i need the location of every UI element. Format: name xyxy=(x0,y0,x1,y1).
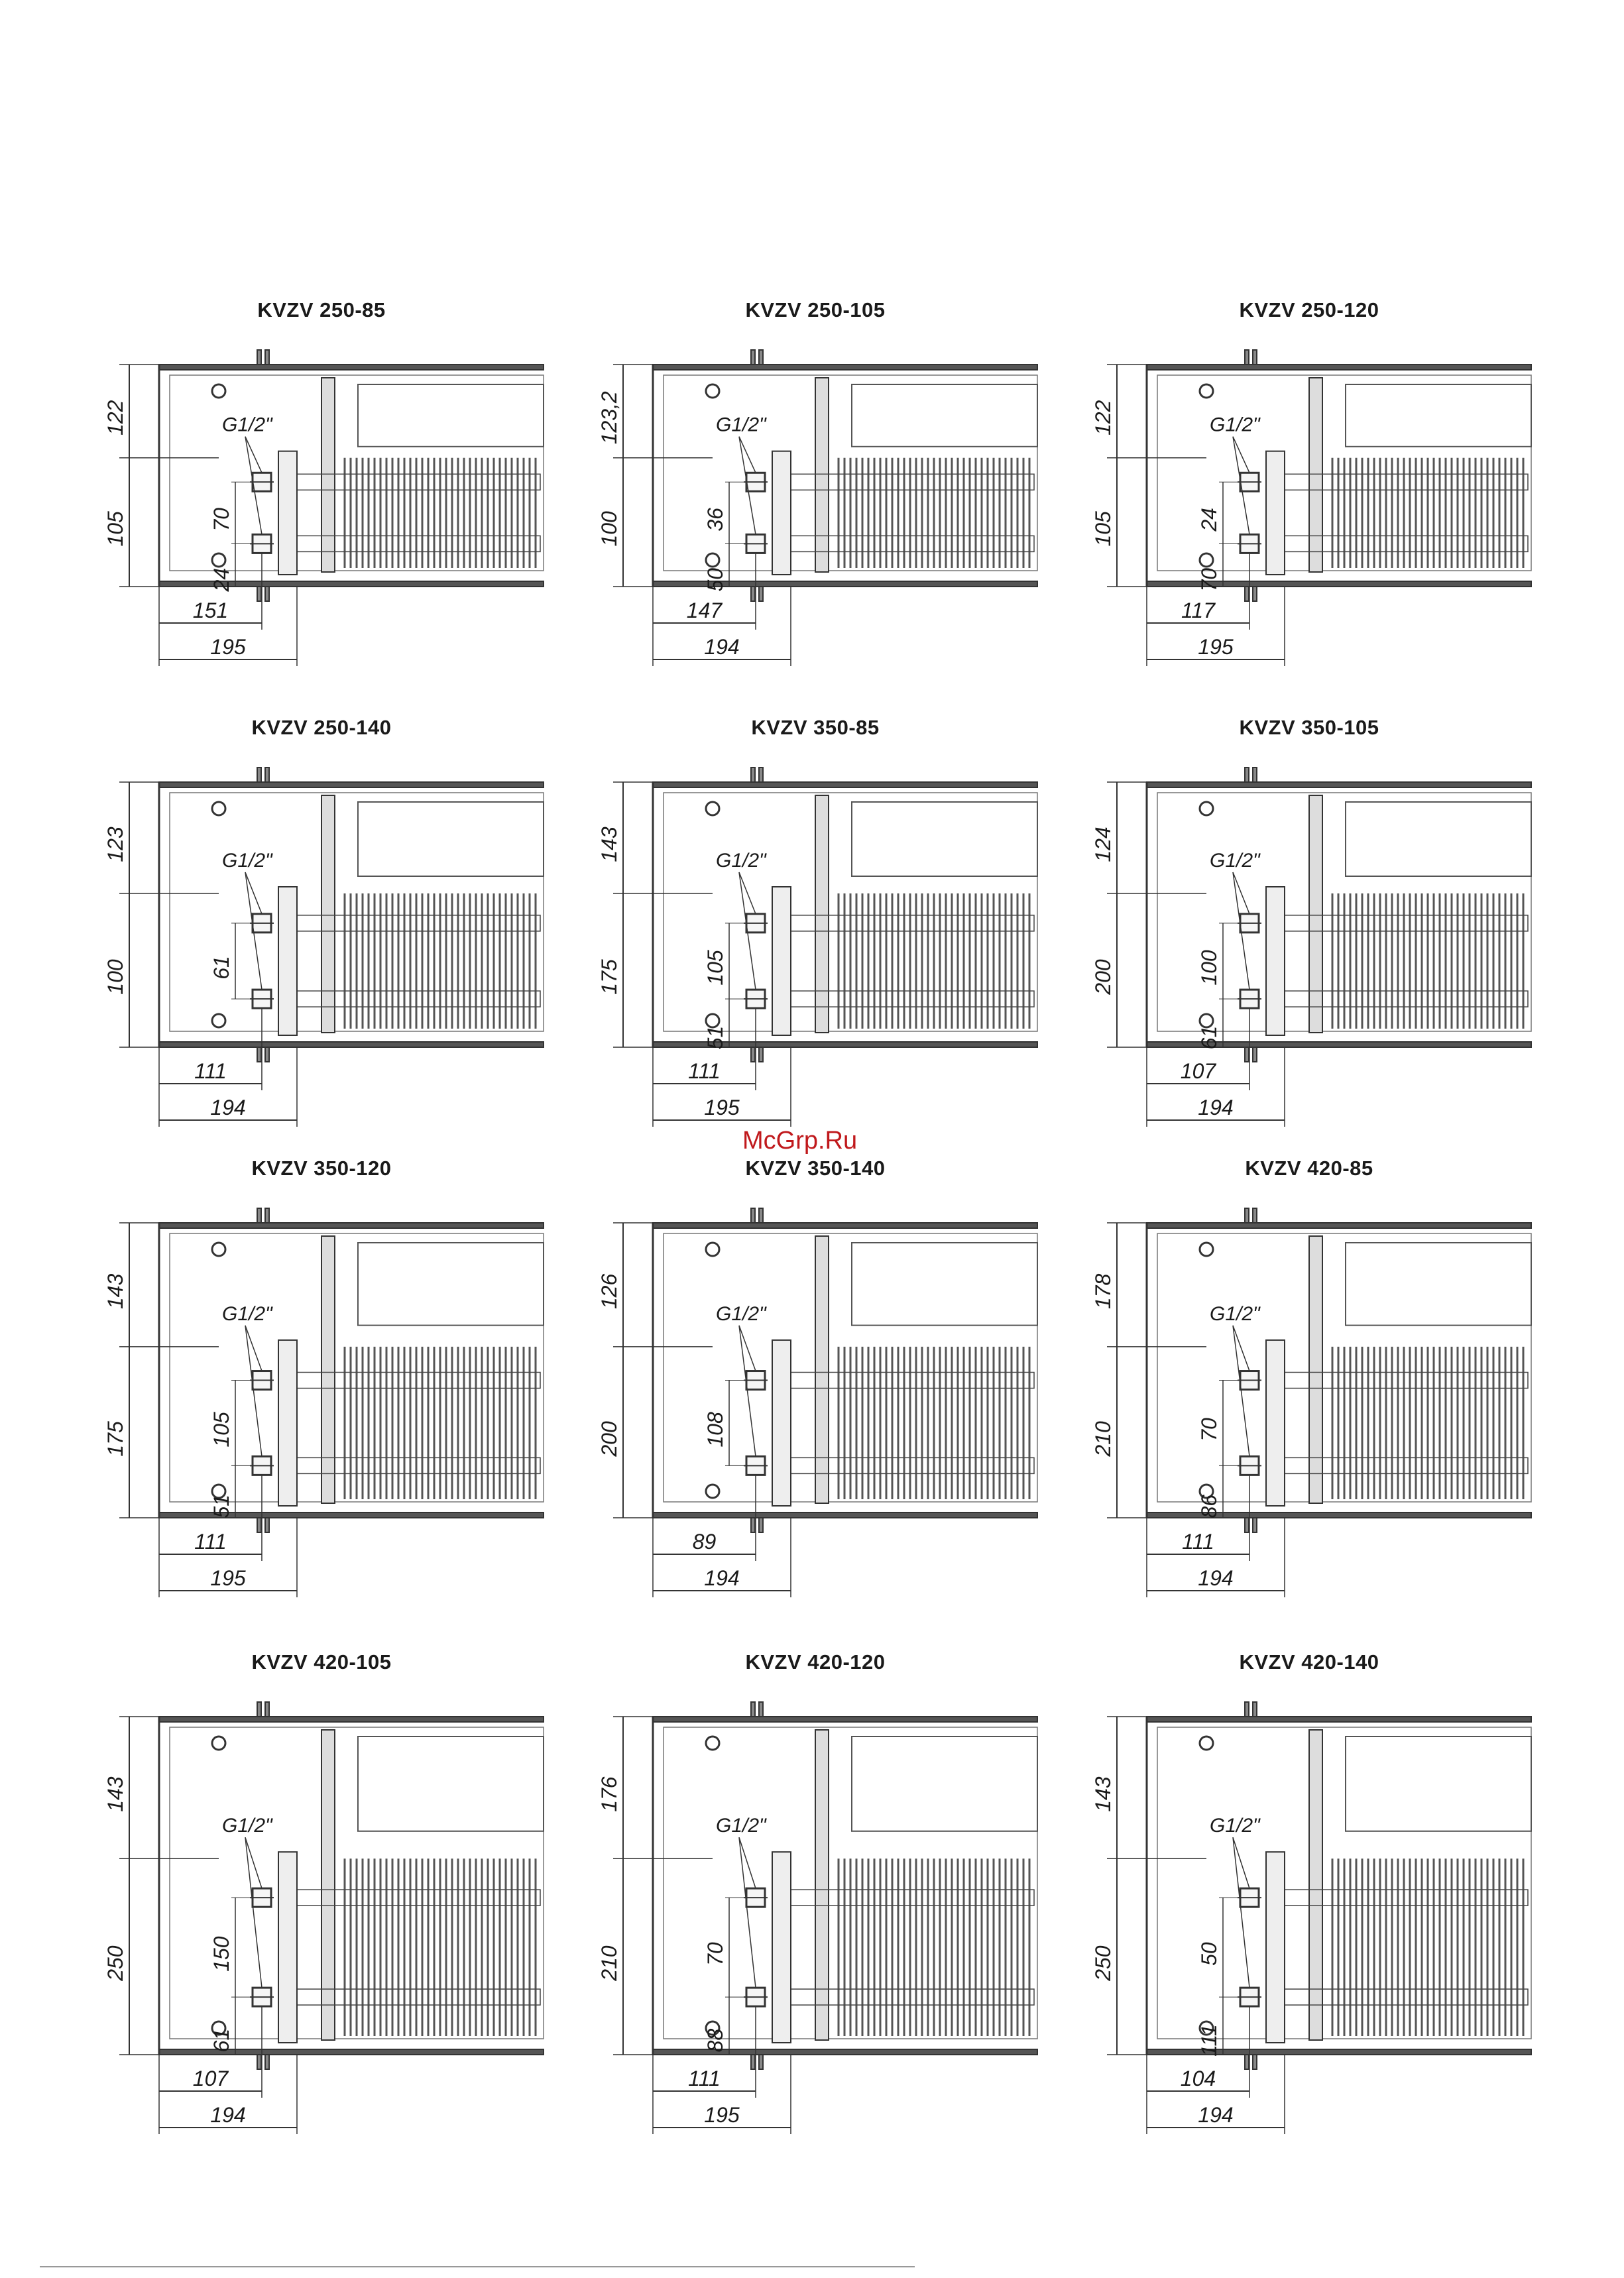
bolt-icon xyxy=(212,1243,225,1256)
manifold xyxy=(1266,887,1285,1035)
dimension-label: 210 xyxy=(597,1945,621,1981)
bolt-icon xyxy=(1200,1243,1213,1256)
model-title: KVZV 350-105 xyxy=(1239,716,1379,739)
bolt-icon xyxy=(1200,553,1213,567)
foot xyxy=(1245,1208,1249,1223)
leader-line xyxy=(1233,437,1249,473)
foot xyxy=(265,2055,269,2069)
dimension-label: 195 xyxy=(210,1566,246,1590)
dimension-label: 126 xyxy=(597,1273,621,1310)
grille-frame xyxy=(358,802,544,876)
foot xyxy=(1245,768,1249,782)
leader-line xyxy=(245,1837,262,1988)
mounting-bracket xyxy=(321,378,335,572)
manifold xyxy=(278,1852,297,2043)
bolt-icon xyxy=(212,1737,225,1750)
grille-frame xyxy=(1346,802,1531,876)
mounting-bracket xyxy=(1309,1236,1322,1503)
manifold xyxy=(278,887,297,1035)
dimension-label: 50 xyxy=(1197,1942,1221,1966)
dimension-label: 70 xyxy=(1197,567,1221,592)
dimension-label: 178 xyxy=(1091,1273,1115,1310)
dimension-label: 194 xyxy=(1198,1096,1234,1119)
dimension-label: 86 xyxy=(1197,1494,1221,1518)
foot xyxy=(257,1208,261,1223)
model-drawing-kvzv-250-120 xyxy=(1091,350,1531,666)
bolt-icon xyxy=(212,802,225,815)
dimension-label: 195 xyxy=(704,2103,740,2127)
dimension-label: 108 xyxy=(703,1412,727,1448)
model-title: KVZV 420-140 xyxy=(1239,1650,1379,1674)
connection-thread-label: G1/2" xyxy=(222,414,272,436)
foot xyxy=(759,1208,763,1223)
dimension-label: 143 xyxy=(103,1273,127,1310)
casing-top xyxy=(653,782,1037,787)
mounting-bracket xyxy=(321,1730,335,2040)
casing-top xyxy=(159,1223,544,1228)
dimension-label: 50 xyxy=(703,567,727,592)
foot xyxy=(759,2055,763,2069)
dimension-label: 105 xyxy=(1091,511,1115,547)
connection-thread-label: G1/2" xyxy=(1210,850,1260,872)
model-title: KVZV 350-140 xyxy=(745,1157,886,1180)
casing-top xyxy=(159,1717,544,1722)
model-drawing-kvzv-350-85 xyxy=(597,768,1037,1127)
bolt-icon xyxy=(706,802,719,815)
casing-top xyxy=(1147,365,1531,370)
dimension-label: 250 xyxy=(103,1945,127,1981)
dimension-label: 107 xyxy=(1180,1059,1216,1083)
dimension-label: 195 xyxy=(704,1096,740,1119)
dimension-label: 111 xyxy=(688,1059,721,1083)
bolt-icon xyxy=(1200,384,1213,398)
foot xyxy=(751,587,755,601)
grille-frame xyxy=(358,384,544,447)
foot xyxy=(265,1702,269,1717)
manifold xyxy=(772,1340,791,1506)
model-drawing-kvzv-250-140 xyxy=(103,768,544,1127)
model-title: KVZV 250-105 xyxy=(745,298,886,321)
mounting-bracket xyxy=(815,1236,829,1503)
foot xyxy=(759,350,763,365)
dimension-label: 88 xyxy=(703,2028,727,2053)
foot xyxy=(751,1208,755,1223)
dimension-label: 194 xyxy=(704,635,740,659)
foot xyxy=(265,587,269,601)
foot xyxy=(759,1047,763,1062)
foot xyxy=(1253,1208,1257,1223)
dimension-label: 111 xyxy=(1182,1530,1214,1554)
dimension-label: 122 xyxy=(1091,400,1115,436)
mounting-bracket xyxy=(815,795,829,1033)
foot xyxy=(751,1047,755,1062)
dimension-label: 111 xyxy=(1197,2024,1221,2057)
casing-top xyxy=(1147,782,1531,787)
connection-thread-label: G1/2" xyxy=(716,414,766,436)
foot xyxy=(257,1702,261,1717)
foot xyxy=(1245,2055,1249,2069)
dimension-label: 111 xyxy=(688,2067,721,2090)
leader-line xyxy=(739,1837,756,1988)
leader-line xyxy=(245,1326,262,1456)
foot xyxy=(1253,587,1257,601)
connection-thread-label: G1/2" xyxy=(1210,1302,1260,1325)
manifold xyxy=(1266,451,1285,575)
model-title: KVZV 250-120 xyxy=(1239,298,1379,321)
manifold xyxy=(772,451,791,575)
model-title: KVZV 350-120 xyxy=(251,1157,392,1180)
dimension-label: 105 xyxy=(703,950,727,986)
model-title: KVZV 420-105 xyxy=(251,1650,392,1674)
connection-thread-label: G1/2" xyxy=(1210,414,1260,436)
foot xyxy=(257,587,261,601)
dimension-label: 122 xyxy=(103,400,127,436)
casing-top xyxy=(159,365,544,370)
dimension-label: 123 xyxy=(103,826,127,862)
dimension-label: 24 xyxy=(209,567,233,592)
foot xyxy=(265,350,269,365)
mounting-bracket xyxy=(1309,1730,1322,2040)
foot xyxy=(265,768,269,782)
dimension-label: 176 xyxy=(597,1776,621,1812)
grille-frame xyxy=(852,384,1037,447)
connection-thread-label: G1/2" xyxy=(222,1302,272,1325)
leader-line xyxy=(739,1326,756,1456)
dimension-label: 61 xyxy=(209,956,233,980)
grille-frame xyxy=(852,1243,1037,1326)
bolt-icon xyxy=(706,553,719,567)
dimension-label: 100 xyxy=(103,959,127,995)
dimension-label: 151 xyxy=(192,598,229,622)
grille-frame xyxy=(852,802,1037,876)
model-drawing-kvzv-350-140 xyxy=(597,1208,1037,1597)
foot xyxy=(265,1518,269,1532)
foot xyxy=(265,1047,269,1062)
manifold xyxy=(772,1852,791,2043)
dimension-label: 117 xyxy=(1181,598,1216,622)
dimension-label: 200 xyxy=(1091,959,1115,995)
casing-bottom xyxy=(653,1512,1037,1518)
bolt-icon xyxy=(706,1014,719,1027)
dimension-label: 175 xyxy=(103,1421,127,1457)
model-drawing-kvzv-420-120 xyxy=(597,1702,1037,2134)
dimension-label: 105 xyxy=(103,511,127,547)
dimension-label: 143 xyxy=(1091,1776,1115,1812)
dimension-label: 70 xyxy=(703,1942,727,1966)
grille-frame xyxy=(852,1737,1037,1831)
model-title: KVZV 250-140 xyxy=(251,716,392,739)
dimension-label: 194 xyxy=(704,1566,740,1590)
dimension-label: 107 xyxy=(192,2067,229,2090)
model-drawing-kvzv-350-120 xyxy=(103,1208,544,1597)
dimension-label: 250 xyxy=(1091,1945,1115,1981)
mounting-bracket xyxy=(1309,378,1322,572)
bolt-icon xyxy=(1200,1737,1213,1750)
foot xyxy=(1253,2055,1257,2069)
watermark-text: McGrp.Ru xyxy=(742,1127,858,1155)
dimension-label: 194 xyxy=(1198,2103,1234,2127)
foot xyxy=(1253,768,1257,782)
dimension-label: 51 xyxy=(703,1025,727,1050)
bolt-icon xyxy=(706,1737,719,1750)
foot xyxy=(751,2055,755,2069)
casing-top xyxy=(1147,1223,1531,1228)
model-title: KVZV 250-85 xyxy=(257,298,386,321)
bolt-icon xyxy=(706,1485,719,1498)
bolt-icon xyxy=(1200,802,1213,815)
dimension-label: 143 xyxy=(103,1776,127,1812)
foot xyxy=(1253,1047,1257,1062)
dimension-label: 24 xyxy=(1197,508,1221,532)
foot xyxy=(257,768,261,782)
model-drawing-kvzv-350-105 xyxy=(1091,768,1531,1127)
connection-thread-label: G1/2" xyxy=(716,850,766,872)
dimension-label: 175 xyxy=(597,959,621,995)
leader-line xyxy=(1233,1837,1249,1988)
foot xyxy=(1245,1047,1249,1062)
foot xyxy=(751,1518,755,1532)
connection-thread-label: G1/2" xyxy=(222,1815,272,1837)
mounting-bracket xyxy=(815,1730,829,2040)
bolt-icon xyxy=(212,384,225,398)
dimension-label: 36 xyxy=(703,508,727,532)
connection-thread-label: G1/2" xyxy=(1210,1815,1260,1837)
casing-top xyxy=(653,1223,1037,1228)
dimension-label: 89 xyxy=(692,1530,717,1554)
connection-thread-label: G1/2" xyxy=(716,1815,766,1837)
leader-line xyxy=(1233,1326,1249,1456)
casing-top xyxy=(653,1717,1037,1722)
casing-bottom xyxy=(159,1042,544,1047)
manifold xyxy=(772,887,791,1035)
dimension-label: 194 xyxy=(210,2103,246,2127)
manifold xyxy=(1266,1852,1285,2043)
foot xyxy=(751,1702,755,1717)
model-title: KVZV 420-120 xyxy=(745,1650,886,1674)
manifold xyxy=(278,451,297,575)
foot xyxy=(759,587,763,601)
foot xyxy=(1245,350,1249,365)
mounting-bracket xyxy=(321,1236,335,1503)
mounting-bracket xyxy=(815,378,829,572)
foot xyxy=(1253,1518,1257,1532)
grille-frame xyxy=(1346,1737,1531,1831)
grille-frame xyxy=(1346,1243,1531,1326)
leader-line xyxy=(245,437,262,473)
foot xyxy=(257,2055,261,2069)
bolt-icon xyxy=(212,1014,225,1027)
mounting-bracket xyxy=(1309,795,1322,1033)
mounting-bracket xyxy=(321,795,335,1033)
dimension-label: 124 xyxy=(1091,826,1115,862)
foot xyxy=(751,768,755,782)
casing-top xyxy=(1147,1717,1531,1722)
foot xyxy=(759,1702,763,1717)
grille-frame xyxy=(1346,384,1531,447)
connection-thread-label: G1/2" xyxy=(222,850,272,872)
dimension-label: 100 xyxy=(597,511,621,547)
foot xyxy=(1245,587,1249,601)
model-drawing-kvzv-250-85 xyxy=(103,350,544,666)
foot xyxy=(1253,350,1257,365)
dimension-label: 51 xyxy=(209,1494,233,1518)
dimension-label: 61 xyxy=(1197,1025,1221,1050)
grille-frame xyxy=(358,1243,544,1326)
dimension-label: 195 xyxy=(210,635,246,659)
foot xyxy=(759,768,763,782)
leader-line xyxy=(739,437,756,473)
foot xyxy=(265,1208,269,1223)
dimension-label: 194 xyxy=(1198,1566,1234,1590)
casing-top xyxy=(159,782,544,787)
dimension-label: 61 xyxy=(209,2028,233,2053)
model-title: KVZV 420-85 xyxy=(1245,1157,1373,1180)
foot xyxy=(257,350,261,365)
dimension-label: 210 xyxy=(1091,1421,1115,1457)
model-drawing-kvzv-250-105 xyxy=(597,350,1037,666)
grille-frame xyxy=(358,1737,544,1831)
foot xyxy=(759,1518,763,1532)
dimension-label: 111 xyxy=(194,1059,227,1083)
dimension-label: 143 xyxy=(597,826,621,862)
dimension-label: 194 xyxy=(210,1096,246,1119)
model-drawing-kvzv-420-140 xyxy=(1091,1702,1531,2134)
dimension-label: 123,2 xyxy=(597,391,621,445)
dimension-label: 104 xyxy=(1180,2067,1216,2090)
connection-thread-label: G1/2" xyxy=(716,1302,766,1325)
dimension-label: 105 xyxy=(209,1412,233,1448)
foot xyxy=(257,1047,261,1062)
model-title: KVZV 350-85 xyxy=(751,716,880,739)
foot xyxy=(751,350,755,365)
dimension-label: 150 xyxy=(209,1936,233,1972)
bolt-icon xyxy=(706,384,719,398)
dimension-label: 70 xyxy=(1197,1418,1221,1442)
manifold xyxy=(278,1340,297,1506)
dimension-label: 70 xyxy=(209,508,233,532)
casing-top xyxy=(653,365,1037,370)
foot xyxy=(257,1518,261,1532)
model-drawing-kvzv-420-85 xyxy=(1091,1208,1531,1597)
model-drawing-kvzv-420-105 xyxy=(103,1702,544,2134)
bolt-icon xyxy=(706,1243,719,1256)
dimension-label: 195 xyxy=(1198,635,1234,659)
dimension-label: 100 xyxy=(1197,950,1221,986)
bolt-icon xyxy=(212,553,225,567)
dimension-label: 200 xyxy=(597,1421,621,1457)
foot xyxy=(1245,1702,1249,1717)
dimension-label: 111 xyxy=(194,1530,227,1554)
foot xyxy=(1253,1702,1257,1717)
bolt-icon xyxy=(1200,1014,1213,1027)
foot xyxy=(1245,1518,1249,1532)
manifold xyxy=(1266,1340,1285,1506)
dimension-label: 147 xyxy=(686,598,723,622)
